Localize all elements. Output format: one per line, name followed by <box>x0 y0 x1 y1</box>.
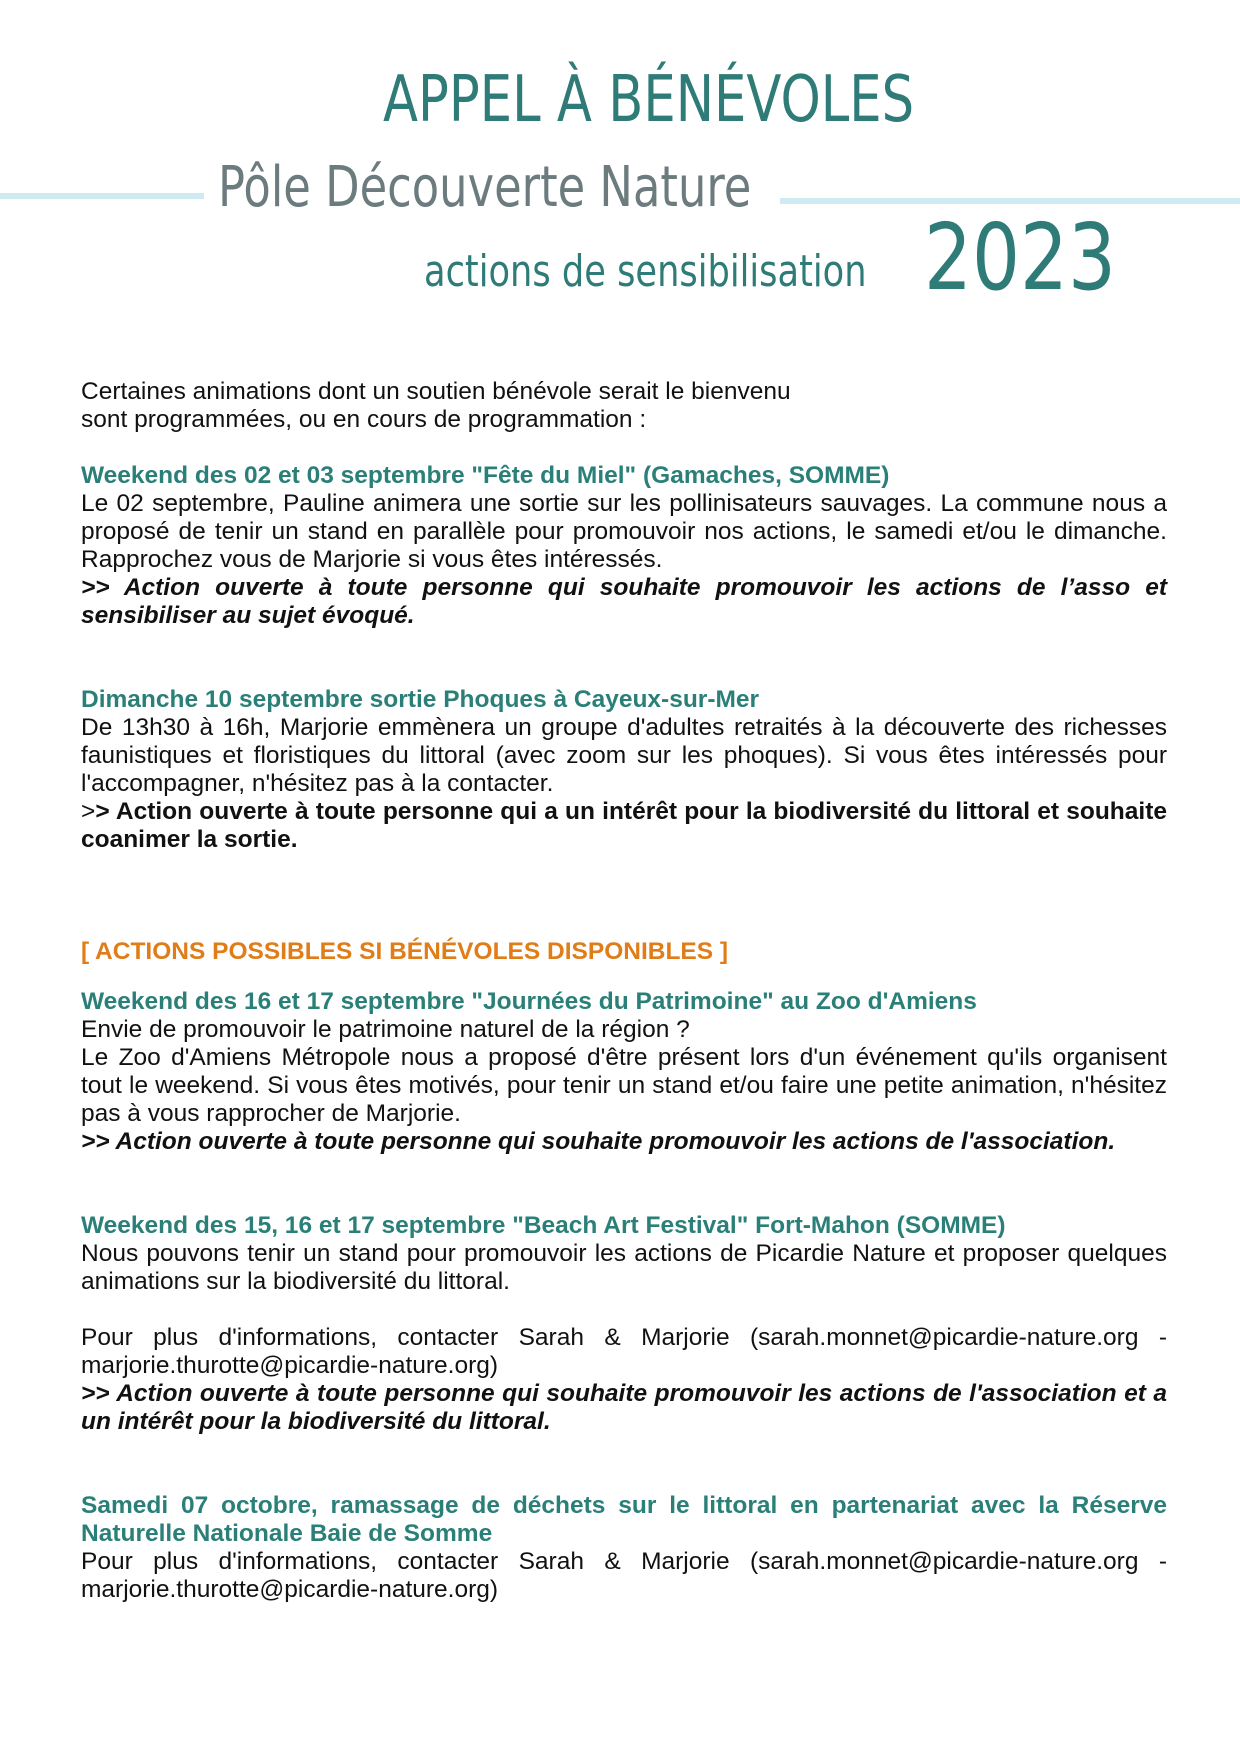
decorative-rule-left <box>0 193 204 199</box>
section-body: Le Zoo d'Amiens Métropole nous a proposé d'être présent lors d'un événement qu'ils organisent tout le weekend. Si vous êtes motivés, pour tenir un stand et/ou faire une petite animation, n'hésitez pas à vous rapprocher de Marjorie. <box>81 1044 1167 1127</box>
action-text: > Action ouverte à toute personne qui a un intérêt pour la biodiversité du littoral et souhaite coanimer la sortie. <box>81 798 1167 853</box>
year-label: 2023 <box>924 204 1116 311</box>
page-header <box>0 0 1240 320</box>
section-heading: Dimanche 10 septembre sortie Phoques à Cayeux-sur-Mer <box>81 686 760 713</box>
page-subtitle: Pôle Découverte Nature <box>218 155 752 220</box>
page-subtitle-secondary: actions de sensibilisation <box>424 246 867 297</box>
section-body: Nous pouvons tenir un stand pour promouvoir les actions de Picardie Nature et proposer quelques animations sur la biodiversité du littoral. <box>81 1240 1167 1295</box>
intro-line-1: Certaines animations dont un soutien bénévole serait le bienvenu <box>81 378 791 405</box>
section-heading: Weekend des 15, 16 et 17 septembre "Beach Art Festival" Fort-Mahon (SOMME) <box>81 1212 1006 1239</box>
section-body: De 13h30 à 16h, Marjorie emmènera un groupe d'adultes retraités à la découverte des richesses faunistiques et floristiques du littoral (avec zoom sur les phoques). Si vous êtes intéressés pour l'accompagner, n'hésitez pas à la contacter. <box>81 714 1167 797</box>
intro-line-2: sont programmées, ou en cours de programmation : <box>81 406 647 433</box>
document-body <box>81 378 1167 1604</box>
section-contact: Pour plus d'informations, contacter Sarah & Marjorie (sarah.monnet@picardie-nature.org - marjorie.thurotte@picardie-nature.org) <box>81 1324 1167 1379</box>
section-heading: Samedi 07 octobre, ramassage de déchets sur le littoral en partenariat avec la Réserve Naturelle Nationale Baie de Somme <box>81 1492 1167 1547</box>
section-body: Le 02 septembre, Pauline animera une sortie sur les pollinisateurs sauvages. La commune nous a proposé de tenir un stand en parallèle pour promouvoir nos actions, le samedi et/ou le dimanche. Rapprochez vous de Marjorie si vous êtes intéressés. <box>81 490 1167 573</box>
page-title: APPEL À BÉNÉVOLES <box>383 63 915 137</box>
section-action: >> Action ouverte à toute personne qui souhaite promouvoir les actions de l'association. <box>81 1128 1116 1155</box>
section-action <box>81 798 1167 854</box>
section-heading: Weekend des 16 et 17 septembre "Journées du Patrimoine" au Zoo d'Amiens <box>81 988 977 1015</box>
section-heading: Weekend des 02 et 03 septembre "Fête du Miel" (Gamaches, SOMME) <box>81 462 890 489</box>
action-prefix: > <box>81 798 96 825</box>
possible-actions-header: [ ACTIONS POSSIBLES SI BÉNÉVOLES DISPONIBLES ] <box>81 938 729 965</box>
section-action: >> Action ouverte à toute personne qui souhaite promouvoir les actions de l'association et a un intérêt pour la biodiversité du littoral. <box>81 1380 1167 1435</box>
section-contact: Pour plus d'informations, contacter Sarah & Marjorie (sarah.monnet@picardie-nature.org - marjorie.thurotte@picardie-nature.org) <box>81 1548 1167 1603</box>
section-action: >> Action ouverte à toute personne qui souhaite promouvoir les actions de l’asso et sensibiliser au sujet évoqué. <box>81 574 1167 629</box>
section-line: Envie de promouvoir le patrimoine naturel de la région ? <box>81 1016 690 1043</box>
